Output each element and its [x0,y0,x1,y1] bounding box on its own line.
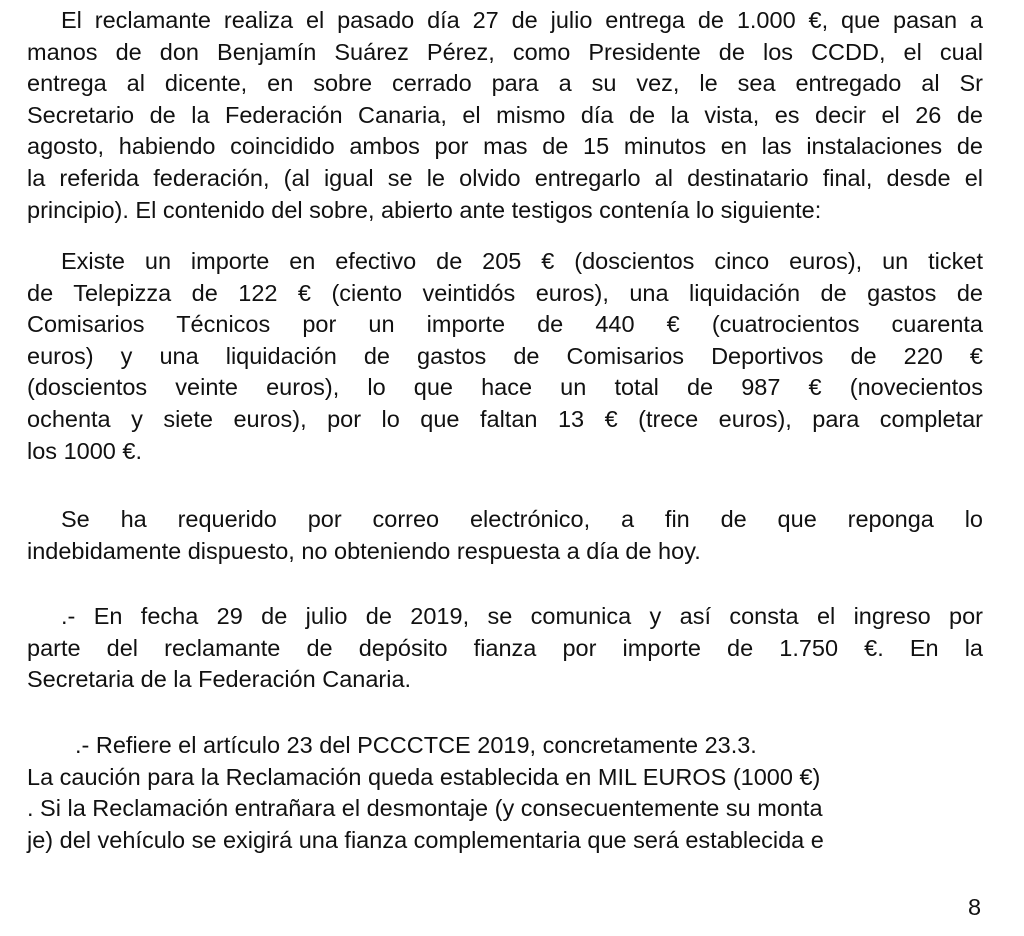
paragraph-1 [27,5,983,226]
text-line: .- En fecha 29 de julio de 2019, se comunica y así consta el ingreso por [61,603,983,629]
text-line: .- Refiere el artículo 23 del PCCCTCE 2019, concretamente 23.3. [75,732,757,758]
text-line: indebidamente dispuesto, no obteniendo respuesta a día de hoy. [27,537,701,564]
text-line: euros) y una liquidación de gastos de Comisarios Deportivos de 220 € [27,342,983,369]
paragraph-4 [27,601,983,696]
text-line: manos de don Benjamín Suárez Pérez, como Presidente de los CCDD, el cual [27,38,983,65]
text-line: Comisarios Técnicos por un importe de 440 € (cuatrocientos cuarenta [27,311,983,338]
text-line: Existe un importe en efectivo de 205 € (doscientos cinco euros), un ticket [61,248,983,274]
text-line: ochenta y siete euros), por lo que faltan 13 € (trece euros), para completar [27,405,983,432]
page-number: 8 [968,894,982,920]
text-line: principio). El contenido del sobre, abierto ante testigos contenía lo siguiente: [27,196,822,223]
text-line: la referida federación, (al igual se le olvido entregarlo al destinatario final, desde el [27,164,983,191]
text-line: Secretaria de la Federación Canaria. [27,666,412,693]
text-line: entrega al dicente, en sobre cerrado para a su vez, le sea entregado al Sr [27,70,983,97]
text-line: El reclamante realiza el pasado día 27 de julio entrega de 1.000 €, que pasan a [61,7,983,33]
paragraph-3 [27,504,983,567]
paragraph-2 [27,246,983,467]
text-line: Se ha requerido por correo electrónico, a fin de que reponga lo [61,506,983,532]
paragraph-5 [27,730,983,856]
text-line: (doscientos veinte euros), lo que hace un total de 987 € (novecientos [27,374,983,401]
text-line: La caución para la Reclamación queda establecida en MIL EUROS (1000 €) [27,763,821,790]
text-line: de Telepizza de 122 € (ciento veintidós euros), una liquidación de gastos de [27,279,983,306]
text-line: los 1000 €. [27,437,142,464]
text-line: Secretario de la Federación Canaria, el mismo día de la vista, es decir el 26 de [27,101,983,128]
text-line: agosto, habiendo coincidido ambos por mas de 15 minutos en las instalaciones de [27,133,983,160]
text-line: . Si la Reclamación entrañara el desmontaje (y consecuentemente su monta [27,795,823,822]
text-line: je) del vehículo se exigirá una fianza complementaria que será establecida e [27,826,824,853]
text-line: parte del reclamante de depósito fianza por importe de 1.750 €. En la [27,634,983,661]
